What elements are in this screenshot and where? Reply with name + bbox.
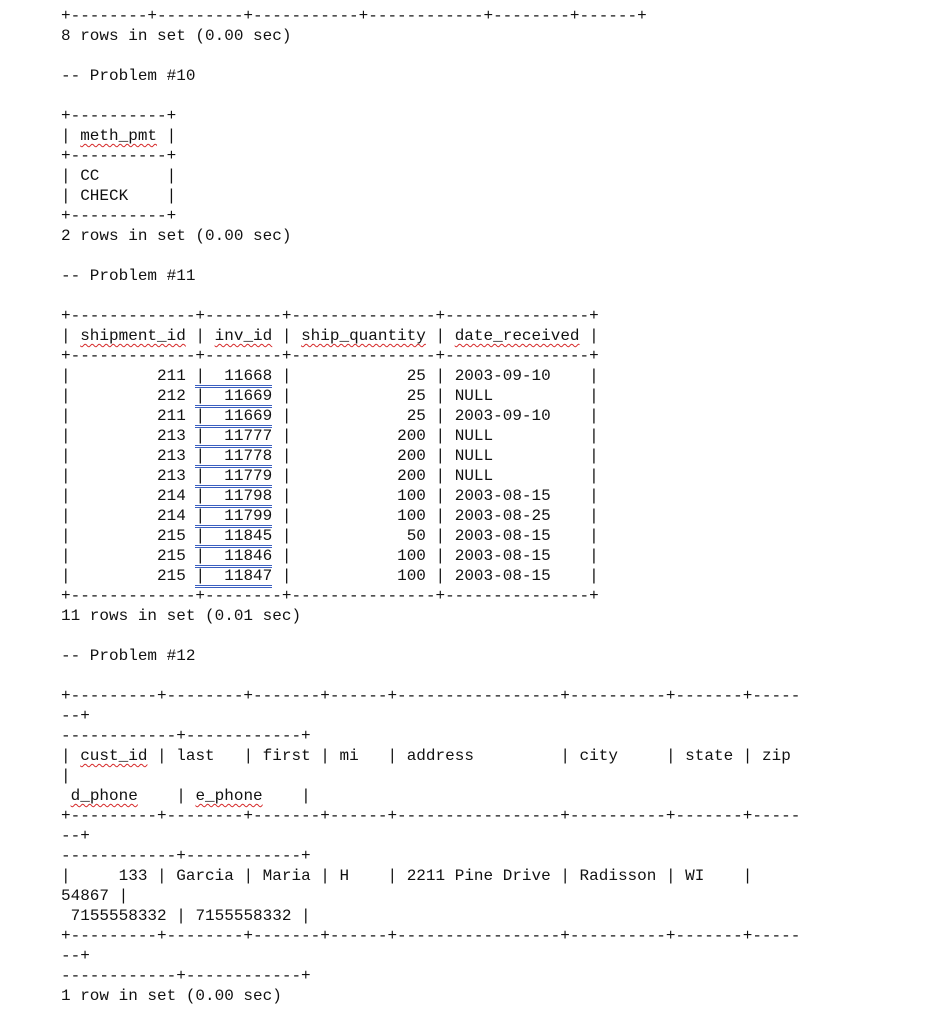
- table-cell-ship-quantity: 100: [397, 487, 426, 505]
- table-cell-inv-id: 11669: [224, 387, 273, 405]
- table-cell-ship-quantity: 25: [406, 387, 426, 405]
- table-cell-ship-quantity: 200: [397, 427, 426, 445]
- grammar-underline: | 11778: [195, 447, 272, 468]
- table-border: +---------+--------+-------+------+-----------------+----------+-------+-----: [61, 807, 801, 825]
- table-cell: 133: [118, 867, 148, 885]
- result-summary: 11 rows in set (0.01 sec): [61, 607, 302, 625]
- table-border: ------------+------------+: [61, 727, 311, 745]
- table-cell-date-received: 2003-08-15: [454, 527, 551, 545]
- column-header: shipment_id: [80, 327, 186, 345]
- table-cell-shipment-id: 211: [157, 367, 186, 385]
- table-cell-shipment-id: 211: [157, 407, 186, 425]
- table-cell: 7155558332: [70, 907, 167, 925]
- table-cell: H: [339, 867, 350, 885]
- table-cell-shipment-id: 212: [157, 387, 186, 405]
- table-cell-ship-quantity: 200: [397, 447, 426, 465]
- table-header-row: | cust_id | last | first | mi | address | city | state | zip: [61, 747, 791, 765]
- table-border: +----------+: [61, 147, 177, 165]
- column-header: first: [262, 747, 311, 765]
- table-cell-date-received: NULL: [454, 467, 494, 485]
- column-header: e_phone: [195, 787, 263, 805]
- column-header: state: [685, 747, 734, 765]
- table-row: | CHECK |: [61, 187, 177, 205]
- table-cell-ship-quantity: 100: [397, 507, 426, 525]
- table-row: | 213 | 11778 | 200 | NULL |: [61, 446, 943, 466]
- column-header: meth_pmt: [80, 127, 158, 145]
- table-cell-inv-id: 11799: [224, 507, 273, 525]
- table-border: --+: [61, 827, 90, 845]
- grammar-underline: | 11847: [195, 567, 272, 588]
- table-border: ------------+------------+: [61, 847, 311, 865]
- table-cell-date-received: 2003-08-15: [454, 567, 551, 585]
- table-border: +----------+: [61, 207, 177, 225]
- table-cell-inv-id: 11778: [224, 447, 273, 465]
- query-output-document: [61, 6, 943, 1006]
- table-row: | 213 | 11777 | 200 | NULL |: [61, 426, 943, 446]
- table-cell-inv-id: 11798: [224, 487, 273, 505]
- table-border: --+: [61, 707, 90, 725]
- table-cell-date-received: 2003-08-15: [454, 487, 551, 505]
- table-cell-inv-id: 11847: [224, 567, 273, 585]
- column-header: ship_quantity: [301, 327, 426, 345]
- table-cell: Radisson: [579, 867, 657, 885]
- table-cell-inv-id: 11669: [224, 407, 273, 425]
- table-border: +---------+--------+-------+------+-----------------+----------+-------+-----: [61, 927, 801, 945]
- table-row: | 211 | 11669 | 25 | 2003-09-10 |: [61, 406, 943, 426]
- table-header-row: | shipment_id | inv_id | ship_quantity | date_received |: [61, 327, 599, 345]
- table-cell-date-received: NULL: [454, 387, 494, 405]
- table-cell-date-received: NULL: [454, 447, 494, 465]
- table-row: 7155558332 | 7155558332 |: [70, 907, 311, 925]
- table-cell-date-received: 2003-09-10: [454, 367, 551, 385]
- table-border: --+: [61, 947, 90, 965]
- table-border: +-------------+--------+---------------+---------------+: [61, 347, 599, 365]
- table-border: +-------------+--------+---------------+---------------+: [61, 307, 599, 325]
- problem-comment: -- Problem #12: [61, 647, 196, 665]
- table-cell-shipment-id: 214: [157, 487, 186, 505]
- table-cell-shipment-id: 214: [157, 507, 186, 525]
- table-cell-ship-quantity: 200: [397, 467, 426, 485]
- table-body: [61, 366, 943, 586]
- grammar-underline: | 11669: [195, 407, 272, 428]
- table-row: | 214 | 11798 | 100 | 2003-08-15 |: [61, 486, 943, 506]
- table-row: | 215 | 11846 | 100 | 2003-08-15 |: [61, 546, 943, 566]
- table-row: | 215 | 11847 | 100 | 2003-08-15 |: [61, 566, 943, 586]
- table-border: +---------+--------+-------+------+-----------------+----------+-------+-----: [61, 687, 801, 705]
- result-summary: 1 row in set (0.00 sec): [61, 987, 282, 1005]
- table-cell-date-received: NULL: [454, 427, 494, 445]
- table-cell-shipment-id: 213: [157, 447, 186, 465]
- problem-comment: -- Problem #11: [61, 267, 196, 285]
- column-header: date_received: [454, 327, 580, 345]
- table-cell: 2211 Pine Drive: [406, 867, 551, 885]
- table-cell: 7155558332: [195, 907, 292, 925]
- table-row: | 211 | 11668 | 25 | 2003-09-10 |: [61, 366, 943, 386]
- column-header: d_phone: [70, 787, 138, 805]
- table-cell: Garcia: [176, 867, 234, 885]
- table-header-row: d_phone | e_phone |: [70, 787, 311, 805]
- column-header: inv_id: [214, 327, 273, 345]
- table-border: +-------------+--------+---------------+---------------+: [61, 587, 599, 605]
- result-table-p10: [61, 106, 943, 226]
- table-cell-date-received: 2003-09-10: [454, 407, 551, 425]
- table-cell-ship-quantity: 25: [406, 367, 426, 385]
- table-cell-ship-quantity: 50: [406, 527, 426, 545]
- table-row: | 215 | 11845 | 50 | 2003-08-15 |: [61, 526, 943, 546]
- result-table-p12: [61, 686, 943, 986]
- result-table-p11: [61, 306, 943, 606]
- column-header: cust_id: [80, 747, 148, 765]
- grammar-underline: | 11799: [195, 507, 272, 528]
- table-cell-date-received: 2003-08-25: [454, 507, 551, 525]
- table-cell-inv-id: 11668: [224, 367, 273, 385]
- table-cell-ship-quantity: 100: [397, 567, 426, 585]
- table-cell-date-received: 2003-08-15: [454, 547, 551, 565]
- table-row: | 133 | Garcia | Maria | H | 2211 Pine Drive | Radisson | WI |: [61, 867, 753, 885]
- table-border: +----------+: [61, 107, 177, 125]
- table-border: ------------+------------+: [61, 967, 311, 985]
- grammar-underline: | 11798: [195, 487, 272, 508]
- table-header-row: |: [61, 767, 71, 785]
- table-cell: WI: [685, 867, 705, 885]
- table-cell-inv-id: 11779: [224, 467, 273, 485]
- table-cell-inv-id: 11777: [224, 427, 273, 445]
- table-cell-shipment-id: 215: [157, 547, 186, 565]
- table-cell-inv-id: 11846: [224, 547, 273, 565]
- result-summary: 8 rows in set (0.00 sec): [61, 27, 292, 45]
- problem-comment: -- Problem #10: [61, 67, 196, 85]
- column-header: city: [579, 747, 618, 765]
- table-cell-shipment-id: 213: [157, 427, 186, 445]
- table-cell: 54867: [61, 887, 110, 905]
- grammar-underline: | 11777: [195, 427, 272, 448]
- table-row: | 213 | 11779 | 200 | NULL |: [61, 466, 943, 486]
- table-cell: CC: [80, 167, 100, 185]
- table-cell-ship-quantity: 25: [406, 407, 426, 425]
- table-cell-shipment-id: 215: [157, 527, 186, 545]
- table-cell-ship-quantity: 100: [397, 547, 426, 565]
- table-cell-inv-id: 11845: [224, 527, 273, 545]
- grammar-underline: | 11846: [195, 547, 272, 568]
- column-header: mi: [339, 747, 359, 765]
- table-row: 54867 |: [61, 887, 129, 905]
- grammar-underline: | 11845: [195, 527, 272, 548]
- column-header: last: [176, 747, 215, 765]
- grammar-underline: | 11668: [195, 367, 272, 388]
- table-cell: Maria: [262, 867, 311, 885]
- table-border: +--------+---------+-----------+------------+--------+------+: [61, 7, 647, 25]
- grammar-underline: | 11669: [195, 387, 272, 408]
- column-header: zip: [762, 747, 791, 765]
- grammar-underline: | 11779: [195, 467, 272, 488]
- column-header: address: [406, 747, 474, 765]
- table-cell: CHECK: [80, 187, 129, 205]
- table-cell-shipment-id: 213: [157, 467, 186, 485]
- table-row: | 212 | 11669 | 25 | NULL |: [61, 386, 943, 406]
- table-row: | CC |: [61, 167, 177, 185]
- table-header-row: | meth_pmt |: [61, 127, 177, 145]
- result-summary: 2 rows in set (0.00 sec): [61, 227, 292, 245]
- table-cell-shipment-id: 215: [157, 567, 186, 585]
- table-row: | 214 | 11799 | 100 | 2003-08-25 |: [61, 506, 943, 526]
